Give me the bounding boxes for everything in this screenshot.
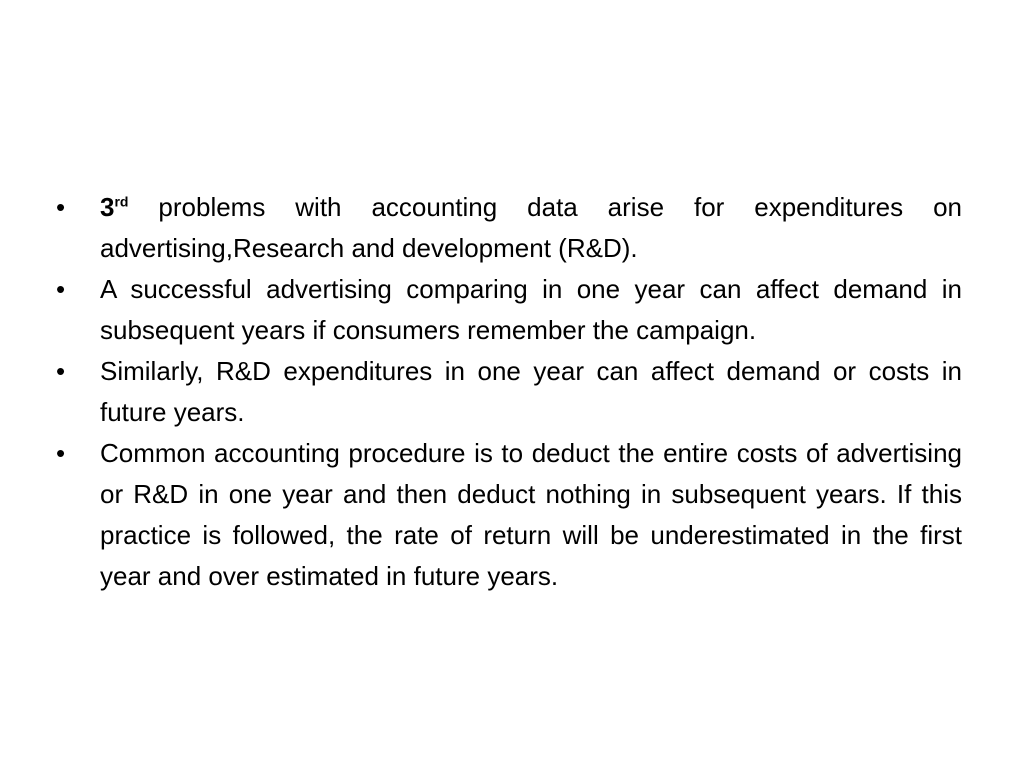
bullet-text: A successful advertising comparing in one year can affect demand in subsequent years if consumers remember the campaign. <box>100 274 962 345</box>
bullet-text: Common accounting procedure is to deduct the entire costs of advertising or R&D in one year and then deduct nothing in subsequent years. If this practice is followed, the rate of return will be underestimated in the first year and over estimated in future years. <box>100 438 962 591</box>
bullet-icon: • <box>56 356 66 386</box>
ordinal-number: 3 <box>100 192 115 222</box>
bullet-icon: • <box>56 438 66 468</box>
bullet-icon: • <box>56 274 66 304</box>
bullet-item-3 <box>56 351 962 433</box>
bullet-text: Similarly, R&D expenditures in one year can affect demand or costs in future years. <box>100 356 962 427</box>
ordinal-suffix: rd <box>114 193 129 210</box>
bullet-text: problems with accounting data arise for expenditures on advertising,Research and development (R&D). <box>100 192 962 263</box>
bullet-item-1 <box>56 187 962 269</box>
bullet-item-4 <box>56 433 962 597</box>
bullet-list <box>56 187 962 597</box>
bullet-icon: • <box>56 192 66 222</box>
bullet-item-2 <box>56 269 962 351</box>
